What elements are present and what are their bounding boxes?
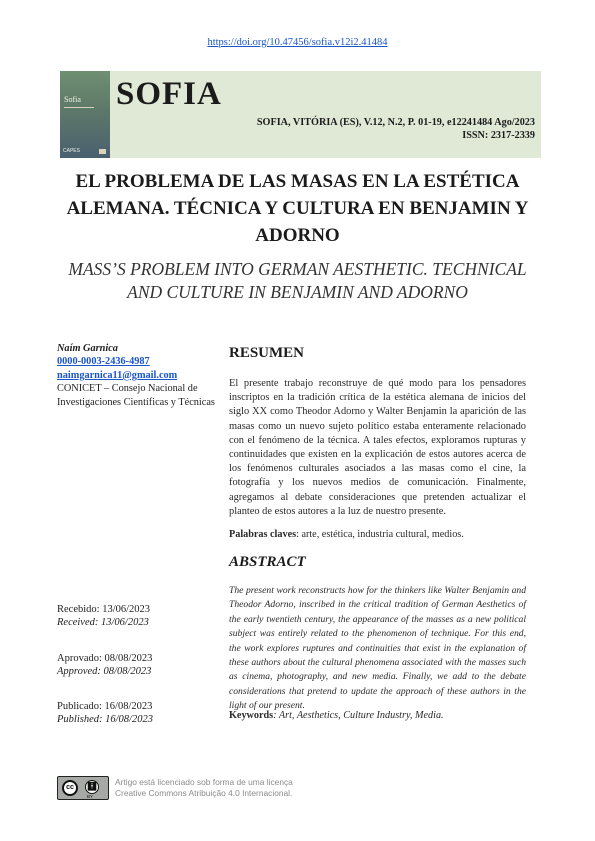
- cc-icon: cc: [62, 780, 78, 796]
- resumen-keywords-value: : arte, estética, industria cultural, medios.: [296, 529, 464, 540]
- cover-foot: CAPES: [63, 148, 80, 154]
- cover-mark: [99, 149, 106, 154]
- resumen-keywords-label: Palabras claves: [229, 529, 297, 540]
- license-line-1: Artigo está licenciado sob forma de uma licença: [115, 777, 293, 787]
- published-date: [57, 700, 153, 726]
- journal-cover-thumbnail: [60, 71, 110, 158]
- journal-issn: ISSN: 2317-2339: [462, 130, 535, 141]
- abstract-keywords: [229, 710, 444, 721]
- approved-date: [57, 652, 152, 678]
- by-label: BY: [87, 794, 94, 799]
- abstract-keywords-value: : Art, Aesthetics, Culture Industry, Media.: [273, 710, 444, 721]
- author-name: Naím Garnica: [57, 343, 118, 354]
- cover-rule: [64, 107, 94, 108]
- abstract-heading: ABSTRACT: [229, 554, 306, 570]
- resumen-keywords: [229, 529, 464, 540]
- abstract-text: The present work reconstructs how for the thinkers like Walter Benjamin and Theodor Adorno, inscribed in the critical tradition of German Aesthetics of the early twentieth century, the appearance of the masses as a new political subject was entirely related to the phenomenon of technique. For this end, the work explores ruptures and continuities that exist in the explanation of these authors about the cultural phenomena associated with the masses such as cinema, photography, and new media. Finally, we add to the debate considerations that pretend to update the approach of these authors in the light of our present.: [229, 585, 526, 712]
- author-orcid-link[interactable]: 0000-0003-2436-4987: [57, 356, 150, 368]
- cc-by-badge[interactable]: [57, 776, 109, 800]
- journal-name: SOFIA: [116, 76, 222, 112]
- person-icon: 🚹︎: [85, 780, 99, 794]
- license-block: [57, 776, 357, 802]
- article-title-spanish: EL PROBLEMA DE LAS MASAS EN LA ESTÉTICA ALEMANA. TÉCNICA Y CULTURA EN BENJAMIN Y ADORNO: [66, 171, 529, 246]
- license-text: [115, 777, 293, 798]
- received-date-en: Received: 13/06/2023: [57, 617, 149, 628]
- author-email-link[interactable]: naimgarnica11@gmail.com: [57, 369, 178, 381]
- resumen-text: El presente trabajo reconstruye de qué modo para los pensadores inscriptos en la tradición crítica de la estética alemana de inicios del siglo XX como Theodor Adorno y Walter Benjamin la aparición de las masas como un nuevo sujeto político estaba enteramente relacionado con el fenómeno de la técnica. A tales efectos, exploramos rupturas y continuidades que existen en la explicación de estos autores acerca de los fenómenos culturales asociados a las masas como el cine, la fotografía y los nuevos medios de comunicación. Finalmente, agregamos al debate consideraciones que pretenden actualizar el planteo de estos autores a la luz de nuestro presente.: [229, 378, 526, 517]
- doi-link[interactable]: https://doi.org/10.47456/sofia.v12i2.41484: [207, 37, 388, 48]
- approved-date-en: Approved: 08/08/2023: [57, 666, 152, 677]
- license-line-2: Creative Commons Atribuição 4.0 Internacional.: [115, 787, 293, 798]
- author-affiliation: CONICET – Consejo Nacional de Investigaciones Científicas y Técnicas: [57, 383, 215, 408]
- abstract-keywords-label: Keywords: [229, 710, 274, 721]
- cover-title: Sofia: [64, 95, 81, 104]
- resumen-heading: RESUMEN: [229, 345, 305, 361]
- journal-citation: SOFIA, VITÓRIA (ES), V.12, N.2, P. 01-19, e12241484 Ago/2023: [256, 117, 535, 128]
- journal-citation-block: [257, 116, 535, 142]
- article-title-english: MASS’S PROBLEM INTO GERMAN AESTHETIC. TECHNICAL AND CULTURE IN BENJAMIN AND ADORNO: [68, 259, 527, 302]
- received-date: [57, 603, 150, 629]
- author-block: [57, 342, 227, 409]
- received-date-es: Recebido: 13/06/2023: [57, 604, 151, 615]
- approved-date-es: Aprovado: 08/08/2023: [57, 653, 153, 664]
- published-date-es: Publicado: 16/08/2023: [57, 701, 153, 712]
- published-date-en: Published: 16/08/2023: [57, 714, 153, 725]
